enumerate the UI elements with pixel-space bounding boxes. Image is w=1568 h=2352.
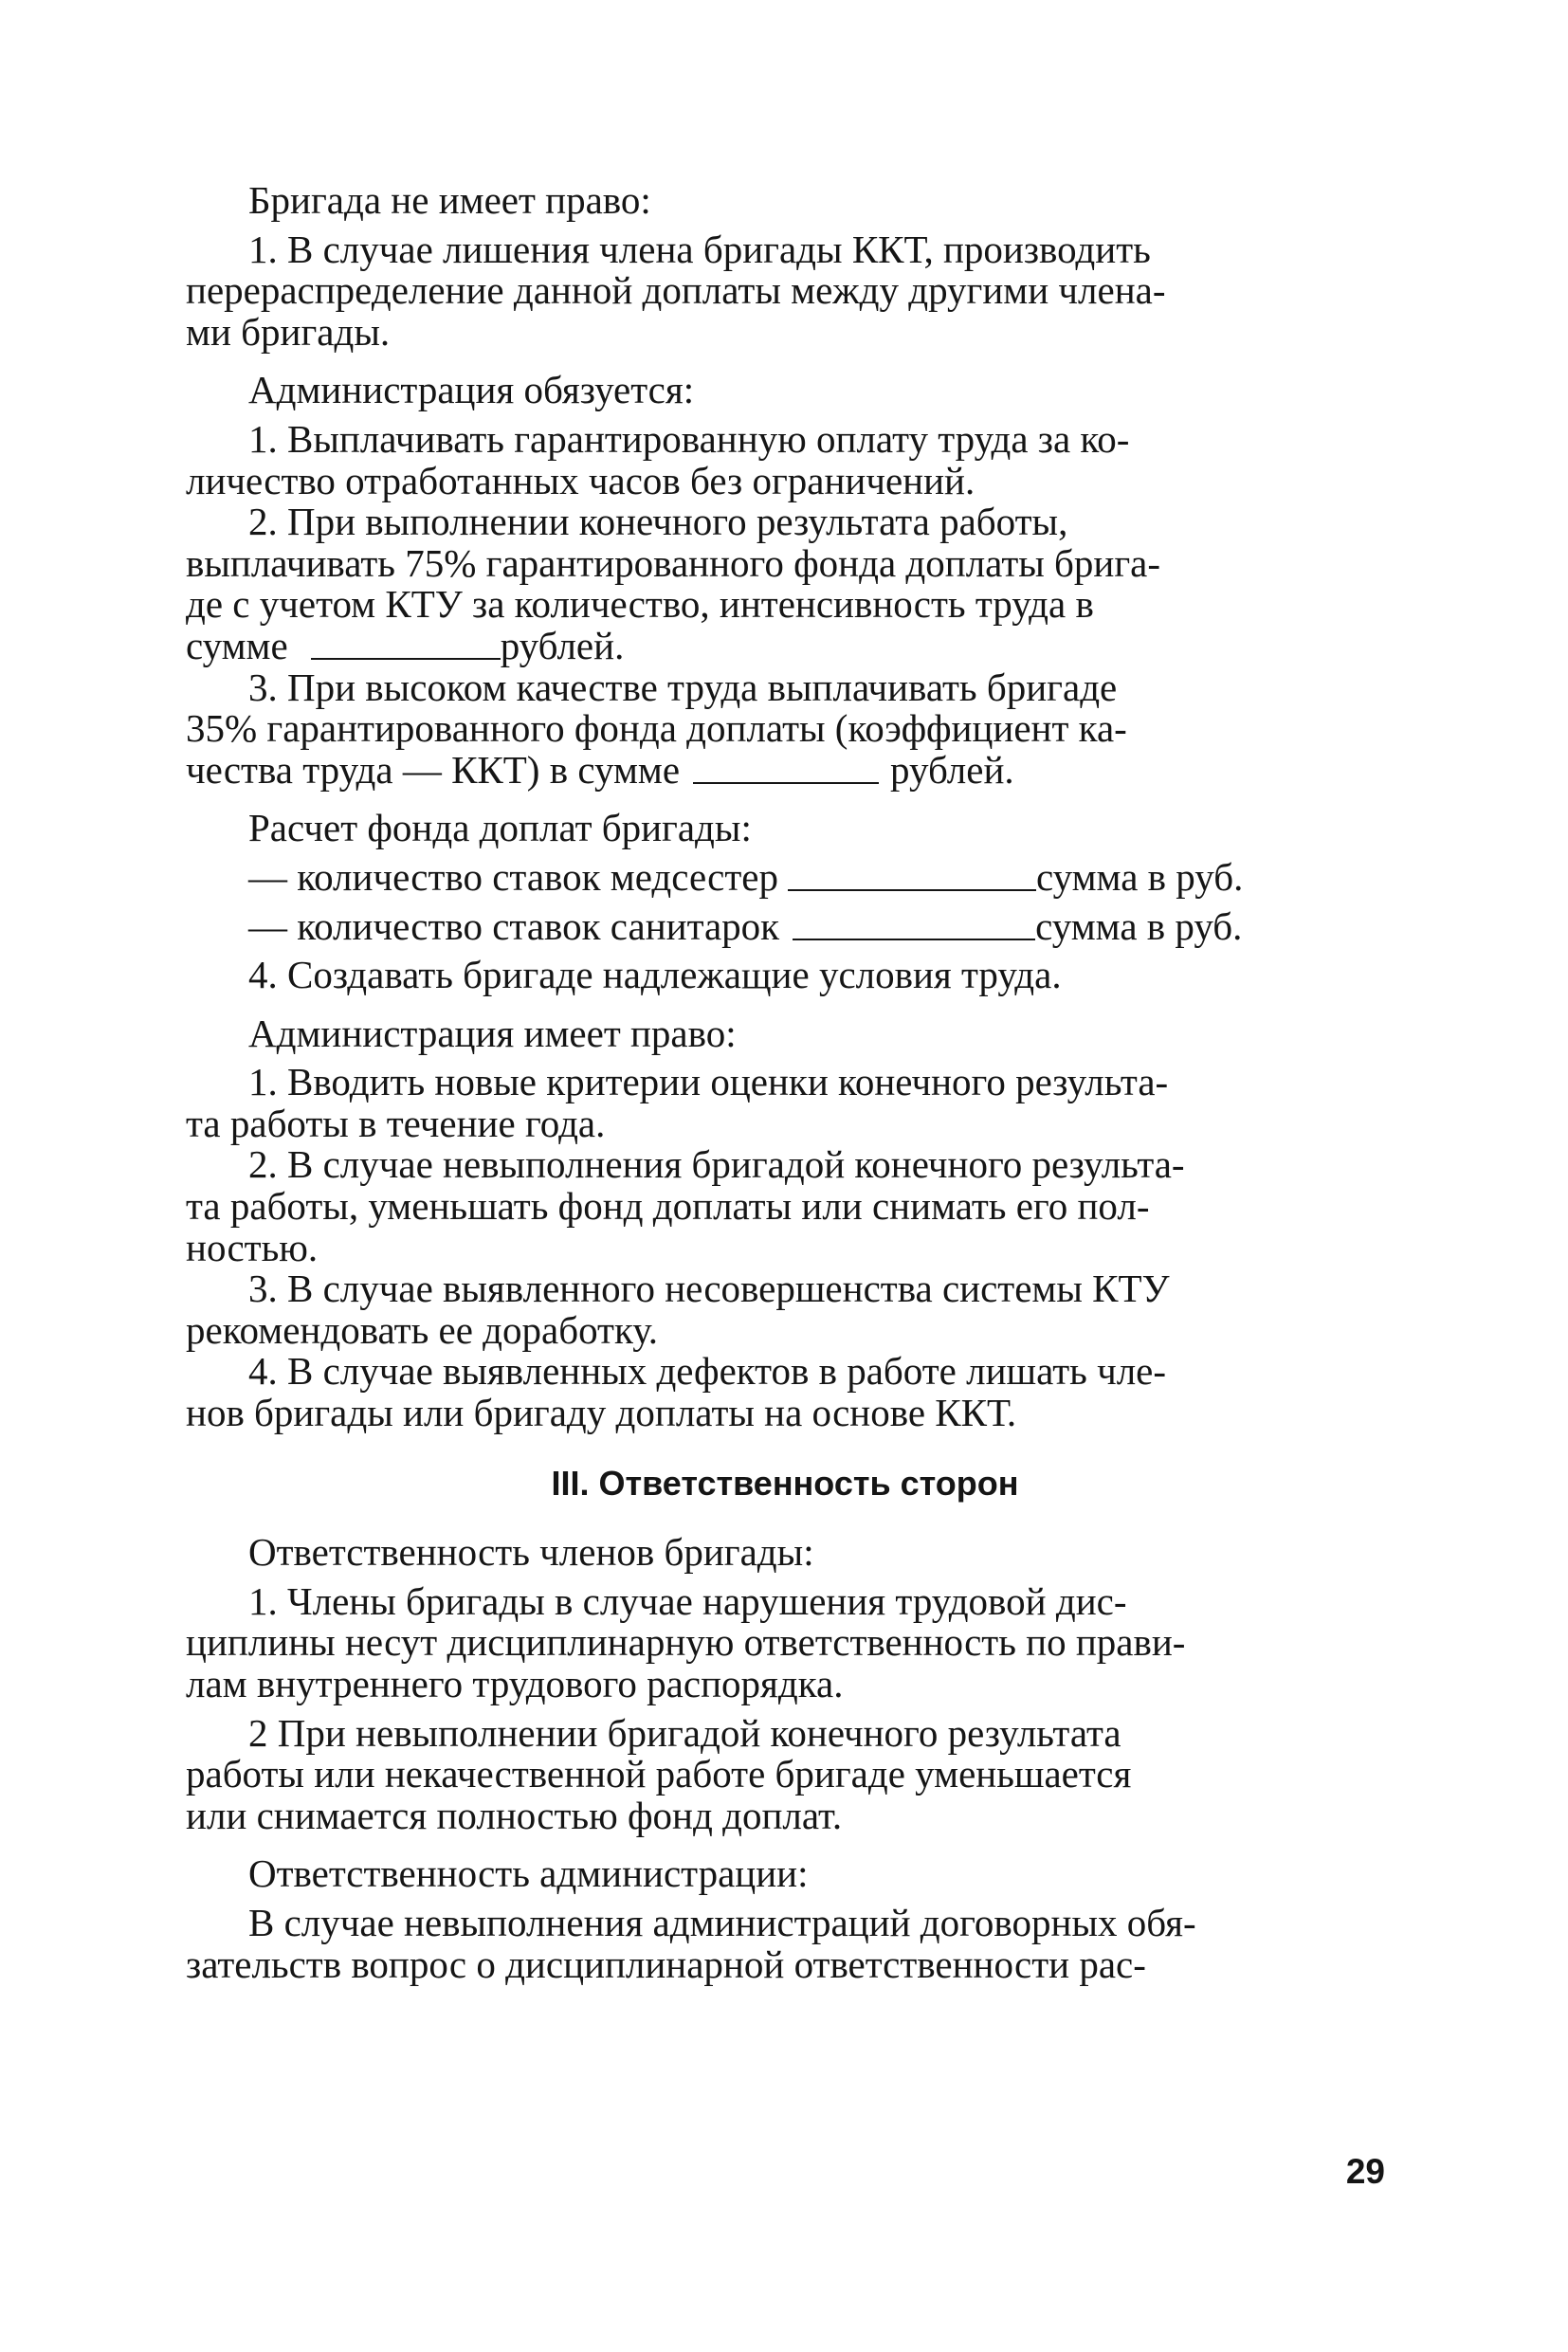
paragraph-line: 2. В случае невыполнения бригадой конечного результа- — [248, 1142, 1185, 1187]
page-body — [186, 180, 1384, 1985]
paragraph-line: 1. Вводить новые критерии оценки конечного результа- — [248, 1060, 1169, 1104]
line-suffix: рублей. — [890, 747, 1014, 792]
line-prefix: — количество ставок санитарок — [248, 903, 780, 948]
paragraph-line: 4. Создавать бригаде надлежащие условия труда. — [248, 953, 1062, 997]
paragraph-heading: Администрация имеет право: — [248, 1011, 737, 1055]
fill-in-blank — [788, 857, 1036, 891]
paragraph-line: 3. При высоком качестве труда выплачивать бригаде — [248, 665, 1118, 709]
paragraph-line: 35% гарантированного фонда доплаты (коэффициент ка- — [186, 706, 1127, 751]
line-suffix: сумма в руб. — [1035, 903, 1243, 948]
section-title: III. Ответственность сторон — [551, 1463, 1019, 1503]
line-suffix: рублей. — [500, 623, 625, 667]
paragraph-line: 2 При невыполнении бригадой конечного результата — [248, 1710, 1121, 1755]
paragraph-line: циплины несут дисциплинарную ответственность по прави- — [186, 1620, 1186, 1665]
paragraph-line: лам внутреннего трудового распорядка. — [186, 1662, 844, 1705]
paragraph-heading: Расчет фонда доплат бригады: — [248, 806, 752, 850]
paragraph-line: та работы в течение года. — [186, 1101, 606, 1145]
line-prefix: чества труда — ККТ) в сумме — [186, 747, 681, 792]
paragraph-line: нов бригады или бригаду доплаты на основе ККТ. — [186, 1391, 1017, 1435]
paragraph-line: де с учетом КТУ за количество, интенсивность труда в — [186, 582, 1094, 627]
paragraph-line: 4. В случае выявленных дефектов в работе лишать чле- — [248, 1349, 1167, 1394]
paragraph-line: 2. При выполнении конечного результата работы, — [248, 500, 1068, 544]
line-prefix: — количество ставок медсестер — [248, 854, 778, 899]
paragraph-line-with-blank — [186, 903, 1384, 948]
fill-in-blank — [311, 626, 501, 660]
paragraph-line: 1. Выплачивать гарантированную оплату труда за ко- — [248, 416, 1130, 461]
paragraph-line-with-blank — [186, 623, 1384, 667]
paragraph-line: личество отработанных часов без ограничений. — [186, 458, 975, 502]
paragraph-line: 1. Члены бригады в случае нарушения трудовой дис- — [248, 1578, 1127, 1623]
paragraph-line-with-blank — [186, 747, 1384, 792]
line-suffix: сумма в руб. — [1036, 854, 1244, 899]
line-prefix: сумме — [186, 623, 288, 667]
paragraph-line: рекомендовать ее доработку. — [186, 1307, 658, 1352]
paragraph-line: выплачивать 75% гарантированного фонда доплаты брига- — [186, 540, 1161, 585]
paragraph-line: В случае невыполнения администраций договорных обя- — [248, 1900, 1196, 1944]
paragraph-line: 3. В случае выявленного несовершенства системы КТУ — [248, 1267, 1170, 1311]
fill-in-blank — [793, 906, 1035, 940]
paragraph-heading: Ответственность членов бригады: — [248, 1530, 814, 1575]
paragraph-line: ми бригады. — [186, 309, 391, 354]
fill-in-blank — [693, 750, 879, 784]
paragraph-line: или снимается полностью фонд доплат. — [186, 1793, 843, 1837]
paragraph-heading: Ответственность администрации: — [248, 1851, 809, 1896]
page-number: 29 — [1345, 2152, 1385, 2191]
paragraph-line: та работы, уменьшать фонд доплаты или снимать его пол- — [186, 1184, 1150, 1229]
paragraph-line: зательств вопрос о дисциплинарной ответственности рас- — [186, 1942, 1146, 1986]
paragraph-heading: Бригада не имеет право: — [248, 178, 651, 222]
paragraph-line: работы или некачественной работе бригаде уменьшается — [186, 1752, 1132, 1796]
paragraph-line: 1. В случае лишения члена бригады ККТ, производить — [248, 227, 1151, 271]
paragraph-line-with-blank — [186, 854, 1384, 899]
paragraph-heading: Администрация обязуется: — [248, 368, 695, 412]
paragraph-line: ностью. — [186, 1225, 319, 1269]
paragraph-line: перераспределение данной доплаты между другими члена- — [186, 268, 1166, 313]
